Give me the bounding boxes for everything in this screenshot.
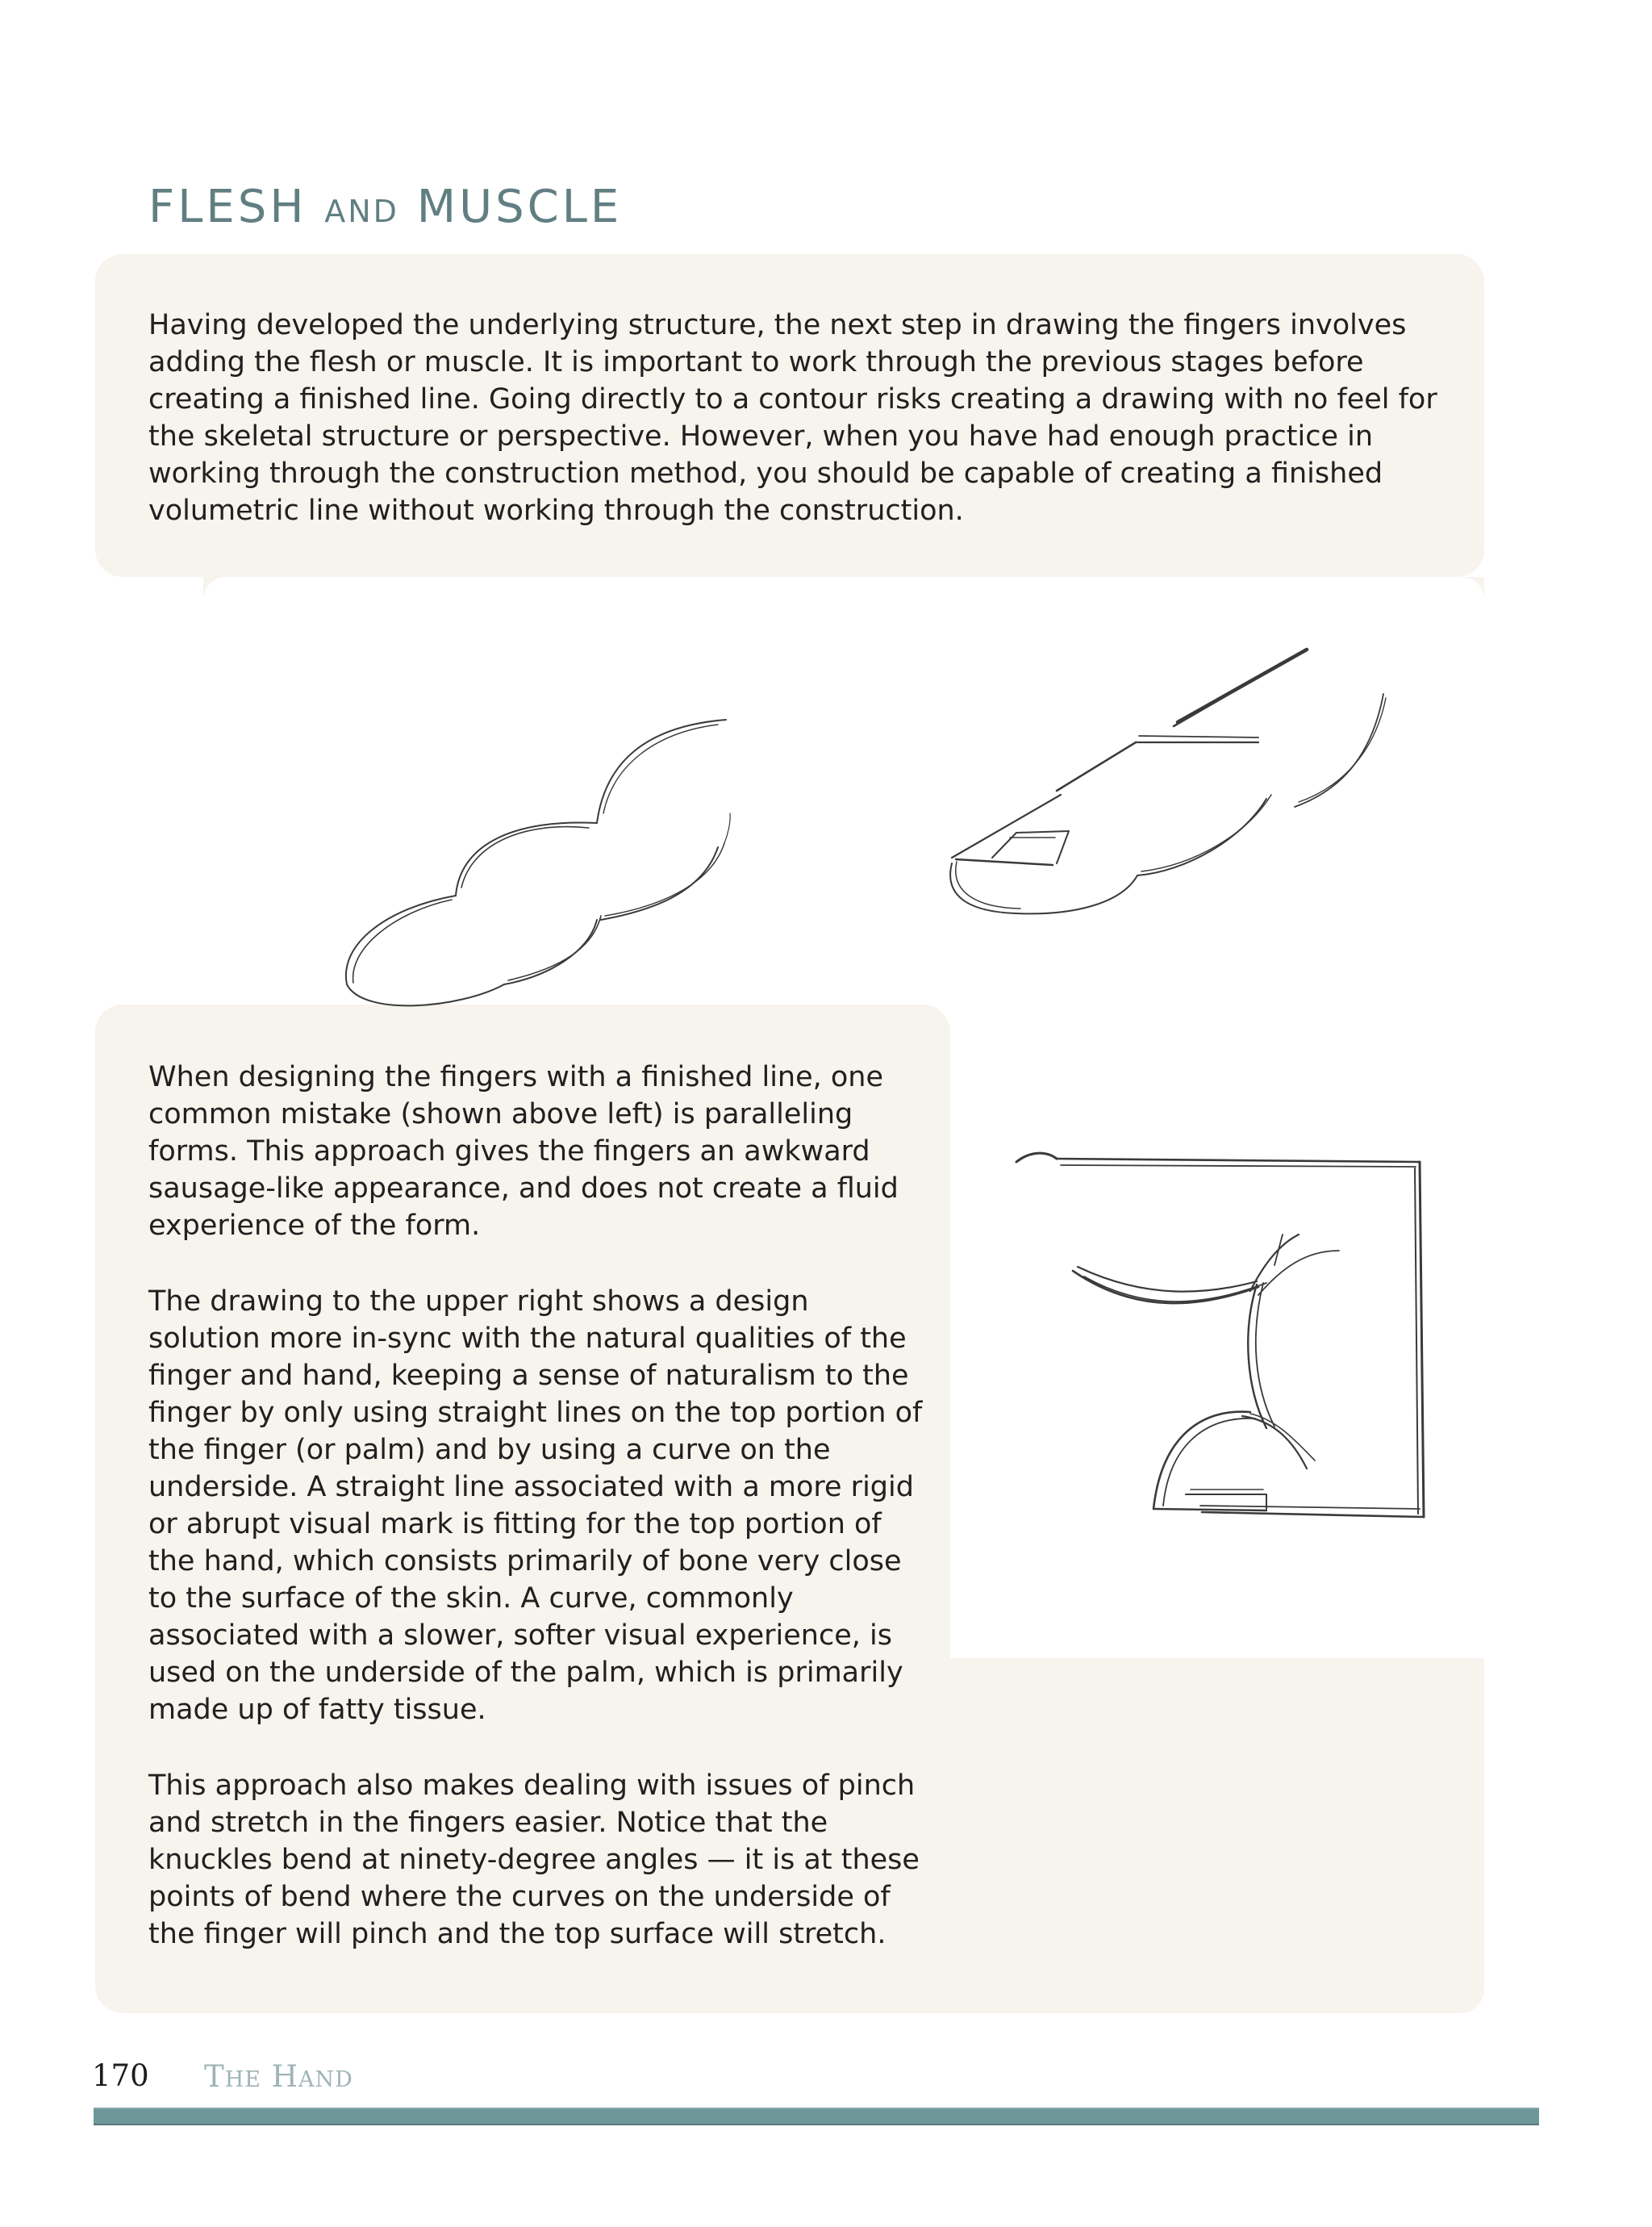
section-heading (148, 179, 622, 240)
heading-word-and: AND (324, 194, 399, 229)
footer-title-t: T (204, 2059, 225, 2094)
footer-title-h: H (271, 2059, 298, 2094)
page-number: 170 (92, 2058, 149, 2093)
body-paragraph-1: When designing the fingers with a finished line, one common mistake (shown above left) is paralleling forms. This approach gives the fingers an awkward sausage-like appearance, and does not create a fluid experience of the form. (148, 1061, 899, 1242)
heading-word-muscle: MUSCLE (416, 181, 623, 233)
straight-and-curve-finger-sketch (920, 629, 1436, 1001)
footer-title-he: HE (224, 2067, 261, 2092)
footer-title-and: AND (298, 2067, 353, 2092)
body-paragraph-3: This approach also makes dealing with issues of pinch and stretch in the fingers easier. Notice that the knuckles bend at ninety-degree angles — it is at these points of bend where the curves on the underside of the finger will pinch and the top surface will stretch. (148, 1769, 920, 1950)
running-footer-title (204, 2058, 353, 2099)
body-paragraph-2: The drawing to the upper right shows a design solution more in-sync with the natural qualities of the finger and hand, keeping a sense of naturalism to the finger by only using straight lines on the top portion of the finger (or palm) and by using a curve on the underside. A straight line associated with a more rigid or abrupt visual mark is fitting for the top portion of the hand, which consists primarily of bone very close to the surface of the skin. A curve, commonly associated with a slower, softer visual experience, is used on the underside of the palm, which is primarily made up of fatty tissue. (148, 1285, 923, 1726)
intro-paragraph: Having developed the underlying structure, the next step in drawing the fingers involves adding the flesh or muscle. It is important to work through the previous stages before creating a finished line. Going directly to a contour risks creating a drawing with no feel for the skeletal structure or perspective. However, when you have had enough practice in working through the construction method, you should be capable of creating a finished volumetric line without working through the construction. (148, 309, 1437, 527)
bent-finger-sketch (1000, 1130, 1452, 1549)
bottom-shaded-panel (950, 1658, 1484, 2013)
footer-rule-bar (94, 2108, 1539, 2125)
heading-word-flesh: FLESH (148, 181, 307, 233)
sausage-fingers-sketch (331, 629, 831, 1001)
